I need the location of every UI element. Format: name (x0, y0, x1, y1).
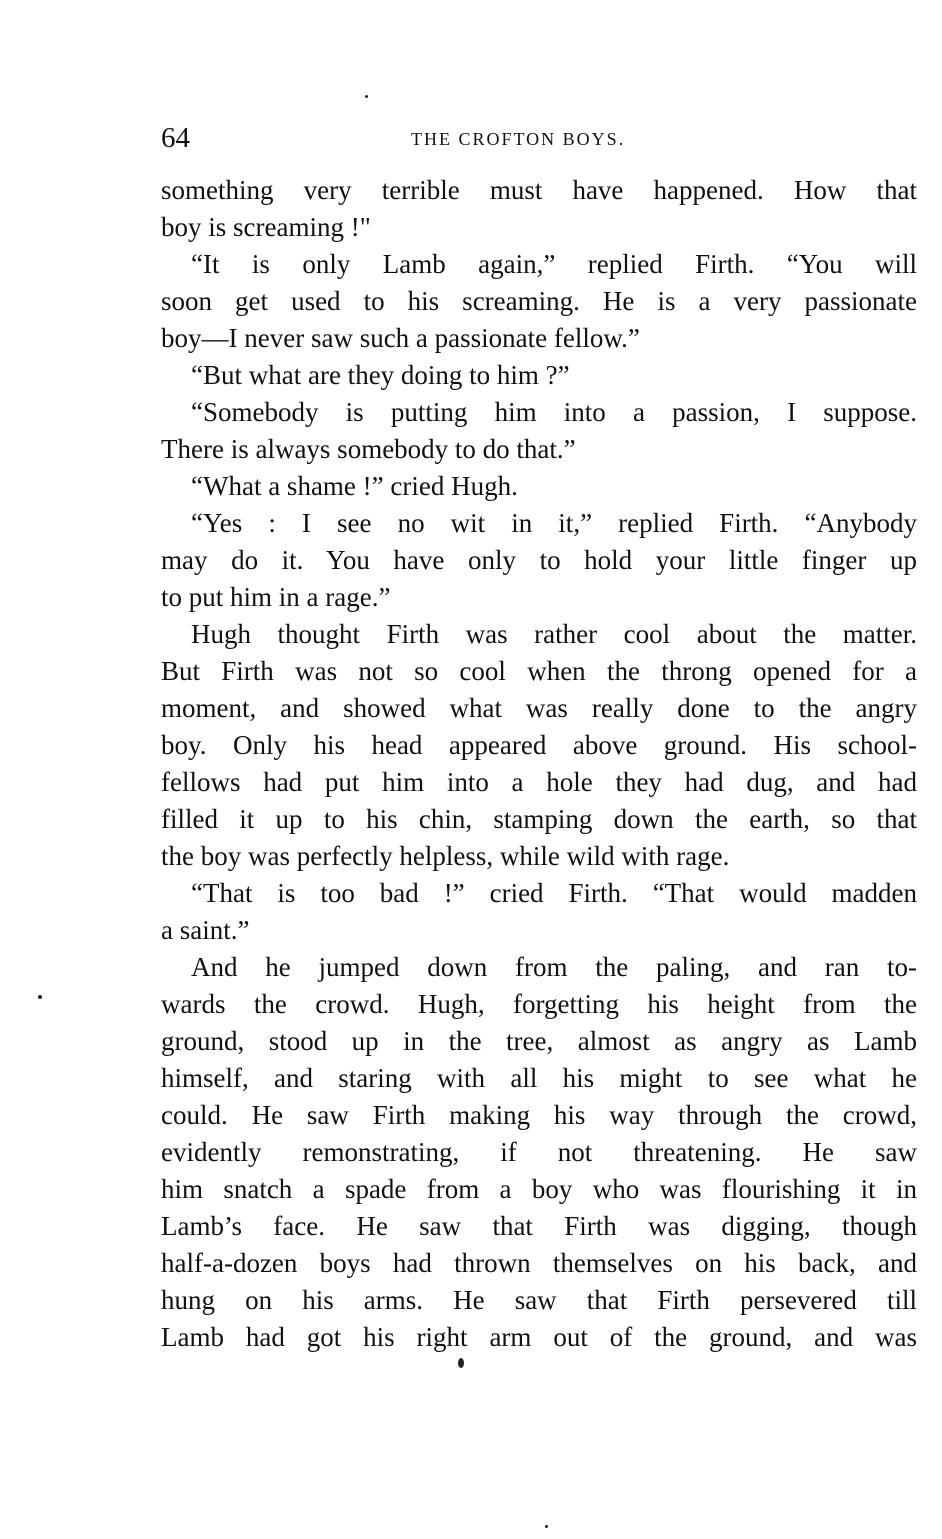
text-line: “That is too bad !” cried Firth. “That would madden (191, 878, 917, 908)
text-line: But Firth was not so cool when the throng opened for a (161, 656, 917, 686)
text-line: fellows had put him into a hole they had dug, and had (161, 767, 917, 797)
text-line: half-a-dozen boys had thrown themselves on his back, and (161, 1248, 917, 1278)
page-header (161, 120, 917, 156)
text-line: something very terrible must have happened. How that (161, 175, 917, 205)
text-line: Hugh thought Firth was rather cool about the matter. (191, 619, 917, 649)
text-line: boy—I never saw such a passionate fellow.” (161, 323, 640, 353)
text-line: boy. Only his head appeared above ground. His school- (161, 730, 917, 760)
text-line: “It is only Lamb again,” replied Firth. “You will (191, 249, 917, 279)
scan-speck (458, 1358, 464, 1368)
running-title: THE CROFTON BOYS. (411, 129, 626, 149)
scan-speck (545, 1525, 548, 1528)
text-line: to put him in a rage.” (161, 582, 391, 612)
text-line: filled it up to his chin, stamping down the earth, so that (161, 804, 917, 834)
page-number: 64 (161, 122, 190, 154)
text-line: wards the crowd. Hugh, forgetting his height from the (161, 989, 917, 1019)
text-line: “Somebody is putting him into a passion, I suppose. (191, 397, 917, 427)
text-line: a saint.” (161, 915, 250, 945)
text-line: Lamb had got his right arm out of the ground, and was (161, 1322, 917, 1352)
text-line: soon get used to his screaming. He is a very passionate (161, 286, 917, 316)
text-line: And he jumped down from the paling, and ran to- (191, 952, 917, 982)
text-line: Lamb’s face. He saw that Firth was digging, though (161, 1211, 917, 1241)
text-line: the boy was perfectly helpless, while wild with rage. (161, 841, 730, 871)
text-line: “Yes : I see no wit in it,” replied Firth. “Anybody (191, 508, 917, 538)
text-line: him snatch a spade from a boy who was flourishing it in (161, 1174, 917, 1204)
text-line: himself, and staring with all his might to see what he (161, 1063, 917, 1093)
text-line: “But what are they doing to him ?” (191, 360, 570, 390)
text-line: boy is screaming !" (161, 212, 371, 242)
text-line: hung on his arms. He saw that Firth persevered till (161, 1285, 917, 1315)
text-line: could. He saw Firth making his way through the crowd, (161, 1100, 917, 1130)
text-line: may do it. You have only to hold your little finger up (161, 545, 917, 575)
text-line: evidently remonstrating, if not threatening. He saw (161, 1137, 917, 1167)
scan-speck (365, 95, 368, 98)
scan-speck (38, 995, 42, 999)
body-text (161, 172, 917, 1356)
text-line: There is always somebody to do that.” (161, 434, 576, 464)
text-line: ground, stood up in the tree, almost as angry as Lamb (161, 1026, 917, 1056)
text-line: “What a shame !” cried Hugh. (191, 471, 518, 501)
text-line: moment, and showed what was really done to the angry (161, 693, 917, 723)
